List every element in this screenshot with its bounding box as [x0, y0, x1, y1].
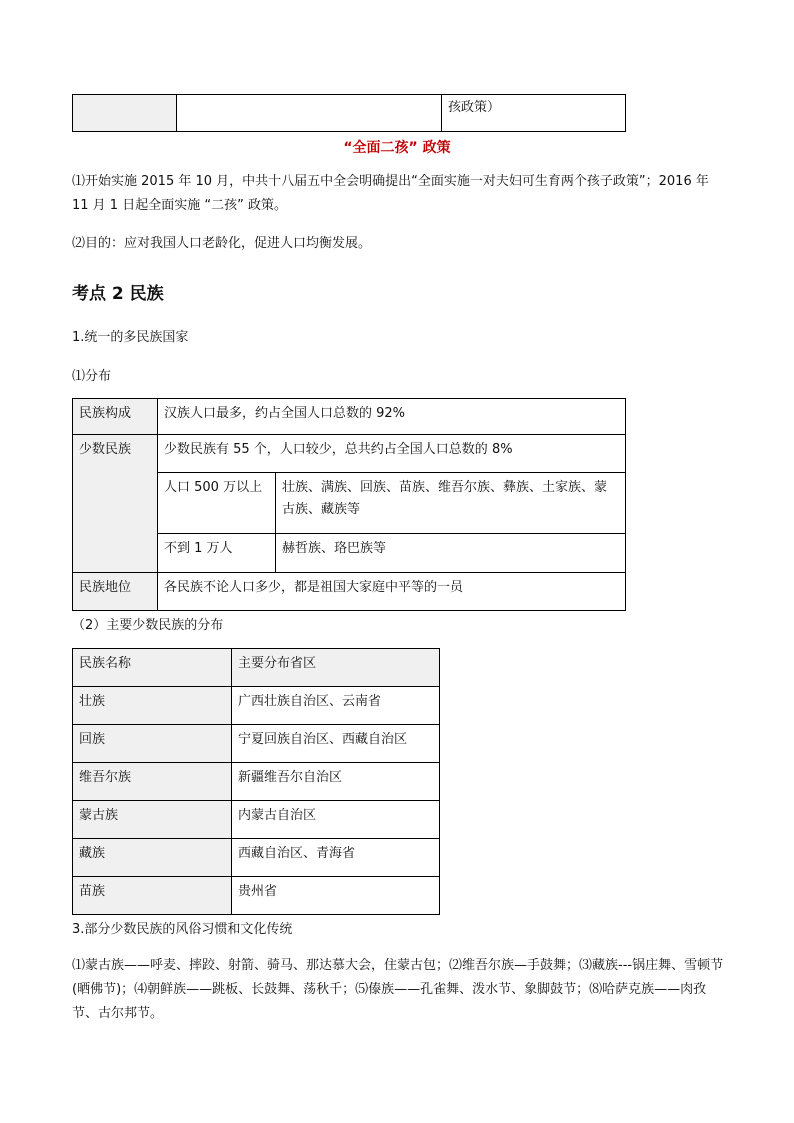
policy-title: “全面二孩” 政策: [343, 140, 451, 156]
table-row: [73, 687, 440, 725]
table1-label-status: 民族地位: [73, 573, 158, 611]
table-row: [73, 877, 440, 915]
table2-cell-name: 蒙古族: [73, 801, 232, 839]
table2-header-region: 主要分布省区: [232, 649, 440, 687]
ethnic-composition-table: [72, 398, 626, 611]
table-row: [73, 763, 440, 801]
table2-cell-name: 维吾尔族: [73, 763, 232, 801]
top-table: [72, 94, 626, 132]
table2-cell-region: 贵州省: [232, 877, 440, 915]
table-row: [73, 801, 440, 839]
top-table-cell-2: [177, 95, 442, 132]
table1-label-under-10k: 不到 1 万人: [158, 534, 276, 573]
table2-cell-name: 壮族: [73, 687, 232, 725]
table1-text-minority: 少数民族有 55 个，人口较少，总共约占全国人口总数的 8%: [158, 435, 626, 473]
table-row: [73, 839, 440, 877]
table2-cell-region: 内蒙古自治区: [232, 801, 440, 839]
top-table-cell-3: 孩政策）: [442, 95, 626, 132]
table2-cell-region: 西藏自治区、青海省: [232, 839, 440, 877]
subheading-customs: 3.部分少数民族的风俗习惯和文化传统: [72, 922, 293, 937]
customs-paragraph: ⑴蒙古族——呼麦、摔跤、射箭、骑马、那达慕大会，住蒙古包；⑵维吾尔族—手鼓舞；⑶藏族---锅庄舞、雪顿节(晒佛节)；⑷朝鲜族——跳板、长鼓舞、荡秋千；⑸傣族——孔雀舞、泼水节、象脚鼓节；⑻哈萨克族——肉孜节、古尔邦节。: [72, 958, 724, 1021]
table1-text-status: 各民族不论人口多少，都是祖国大家庭中平等的一员: [158, 573, 626, 611]
table2-cell-name: 回族: [73, 725, 232, 763]
table1-text-over-5m: 壮族、满族、回族、苗族、维吾尔族、彝族、土家族、蒙古族、藏族等: [276, 473, 626, 534]
table1-label-composition: 民族构成: [73, 399, 158, 435]
table1-text-under-10k: 赫哲族、珞巴族等: [276, 534, 626, 573]
subheading-main-minorities: （2）主要少数民族的分布: [72, 618, 224, 633]
table2-cell-name: 苗族: [73, 877, 232, 915]
table1-label-minority: 少数民族: [73, 435, 158, 573]
table1-label-over-5m: 人口 500 万以上: [158, 473, 276, 534]
table1-text-composition: 汉族人口最多，约占全国人口总数的 92%: [158, 399, 626, 435]
table2-cell-name: 藏族: [73, 839, 232, 877]
section-heading: 考点 2 民族: [72, 284, 164, 304]
subheading-unified-nation: 1.统一的多民族国家: [72, 330, 189, 345]
policy-paragraph-2: ⑵目的：应对我国人口老龄化，促进人口均衡发展。: [72, 236, 372, 251]
minority-distribution-table: [72, 648, 440, 915]
table2-header-row: [73, 649, 440, 687]
policy-paragraph-1: ⑴开始实施 2015 年 10 月，中共十八届五中全会明确提出“全面实施一对夫妇可生育两个孩子政策”；2016 年 11 月 1 日起全面实施 “二孩” 政策。: [72, 174, 709, 213]
table2-cell-region: 广西壮族自治区、云南省: [232, 687, 440, 725]
top-table-cell-1: [73, 95, 177, 132]
subheading-distribution: ⑴分布: [72, 369, 112, 384]
table2-cell-region: 宁夏回族自治区、西藏自治区: [232, 725, 440, 763]
table-row: [73, 725, 440, 763]
table2-header-name: 民族名称: [73, 649, 232, 687]
table2-cell-region: 新疆维吾尔自治区: [232, 763, 440, 801]
